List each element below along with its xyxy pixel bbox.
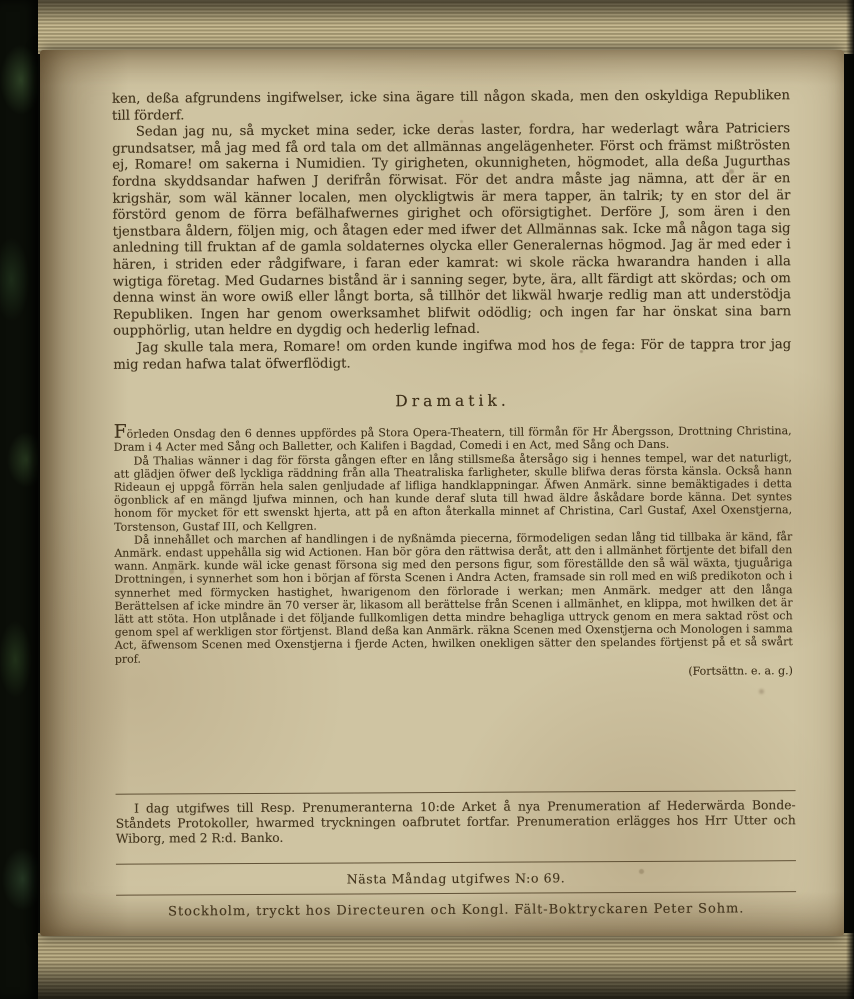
page-text-block <box>112 88 793 680</box>
book-cover-spine <box>0 0 38 999</box>
review-paragraph: Då Thalias wänner i dag för första gången efter en lång stillsmeßa återsågo sig i hennes tempel, war det naturligt, att glädjen öfwer deß lyckliga räddning från alla Theatraliska farligheter, skulle blifwa deras första känsla. Också hann Rideaun ej uppgå förrän hela salen genljudade af lifliga handklappningar. Äfwen Anmärk. sinne bemäktigades i detta ögonblick af en mängd ljufwa minnen, och han kunde deraf sluta till hwad äldre åskådare borde känna. Det syntes honom för mycket för ett swenskt hjerta, att på en afton återkalla minnet af Christina, Carl Gustaf, Axel Oxenstjerna, Torstenson, Gustaf III, och Kellgren. <box>113 450 793 534</box>
next-issue-line: Nästa Måndag utgifwes N:o 69. <box>346 870 566 887</box>
page-stack-top-edge <box>30 0 854 54</box>
subscription-notice: I dag utgifwes till Resp. Prenumeranterna 10:de Arket å nya Prenumeration af Hederwärda Bonde-Ståndets Protokoller, hwarmed tryckningen oafbrutet fortfar. Prenumeration erlägges hos Hrr Utter och Wiborg, med 2 R:d. Banko. <box>115 798 796 846</box>
section-heading-dramatik: Dramatik. <box>395 391 510 411</box>
continuation-note: (Fortsättn. e. a. g.) <box>688 663 793 678</box>
review-paragraph: Förleden Onsdag den 6 dennes uppfördes på Stora Opera-Theatern, till förmån för Hr Åbergsson, Drottning Christina, Dram i 4 Acter med Sång och Balletter, och Kalifen i Bagdad, Comedi i en Act, med Sång och Dans. <box>113 421 792 455</box>
divider-rule <box>116 860 796 865</box>
scanned-page <box>40 50 844 936</box>
body-paragraph: Jag skulle tala mera, Romare! om orden kunde ingifwa mod hos de fega: För de tappra tror jag mig redan hafwa talat öfwerflödigt. <box>113 337 792 373</box>
page-footer <box>116 860 796 920</box>
divider-rule <box>116 891 796 896</box>
divider-rule <box>116 790 796 795</box>
photo-right-edge-shadow <box>846 0 854 999</box>
page-stack-bottom-edge <box>30 933 854 999</box>
subscription-notice-block <box>116 790 796 847</box>
page-tilt-wrapper <box>38 48 847 938</box>
body-paragraph: Sedan jag nu, så mycket mina seder, icke deras laster, fordra, har wederlagt wåra Patriciers grundsatser, må jag med få ord tala om det allmännas angelägenheter. Först och främst mißtrösten ej, Romare! om sakerna i Numidien. Ty girigheten, okunnigheten, högmodet, alla deßa Jugurthas fordna skyddsandar hafwen J derifrån förwisat. För det andra måste jag nämna, att der är en krigshär, som wäl känner localen, men olyckligtwis är mera tapper, än talrik; ty en stor del är förstörd genom de förra befälhafwernes girighet och oförsigtighet. Derföre J, som ären i den tjenstbara åldern, följen mig, och åtagen eder med ifwer det Allmännas sak. Icke må någon taga sig anledning till fruktan af de gamla soldaternes olycka eller Generalernas högmod. Jag är med eder i hären, i striden eder rådgifware, i faran eder kamrat: wi skole räcka hwarandra handen i alla wigtiga företag. Med Gudarnes bistånd är i sanning seger, byte, ära, allt färdigt att skördas; och om denna winst än wore owiß eller långt borta, så tillhör det likwäl hwarje redlig man att understödja Republiken. Ingen har genom owerksamhet blifwit odödlig; och ingen far har önskat sina barn oupphörlig, utan heldre en dygdig och hederlig lefnad. <box>112 121 792 340</box>
imprint-line: Stockholm, tryckt hos Directeuren och Kongl. Fält-Boktryckaren Peter Sohm. <box>168 901 745 920</box>
review-paragraph: Då innehållet och marchen af handlingen i de nyßnämda piecerna, förmodeligen sedan lång tid tillbaka är känd, får Anmärk. endast uppehålla sig wid Actionen. Han bör göra den rättwisa deråt, att den i allmänhet förtjente det bifall den wann. Anmärk. kunde wäl icke genast försona sig med den persons figur, som föreställde den så wäl wäxta, tjuguåriga Drottningen, i synnerhet som hon i början af första Scenen i Andra Acten, framsade sin roll med en wiß predikoton och i synnerhet med förmycken hastighet, hwarigenom den förlorade i werkan; men Anmärk. medger att den långa Berättelsen af icke mindre än 70 verser är, likasom all berättelse från Scenen i allmänhet, en klippa, mot hwilken det är lätt att stöta. Hon utplånade i det följande fullkomligen detta mindre behagliga uttryck genom en mera saktad röst och genom spel af werkligen stor förtjenst. Bland deßa kan Anmärk. räkna Scenen med Oxenstjerna och Monologen i samma Act, äfwensom Scenen med Oxenstjerna i fjerde Acten, hwilken onekligen sätter den spelandes förtjenst på et så swårt prof. <box>114 529 793 666</box>
body-paragraph: ken, deßa afgrundens ingifwelser, icke sina ägare till någon skada, men den oskyldiga Republiken till förderf. <box>111 88 790 124</box>
